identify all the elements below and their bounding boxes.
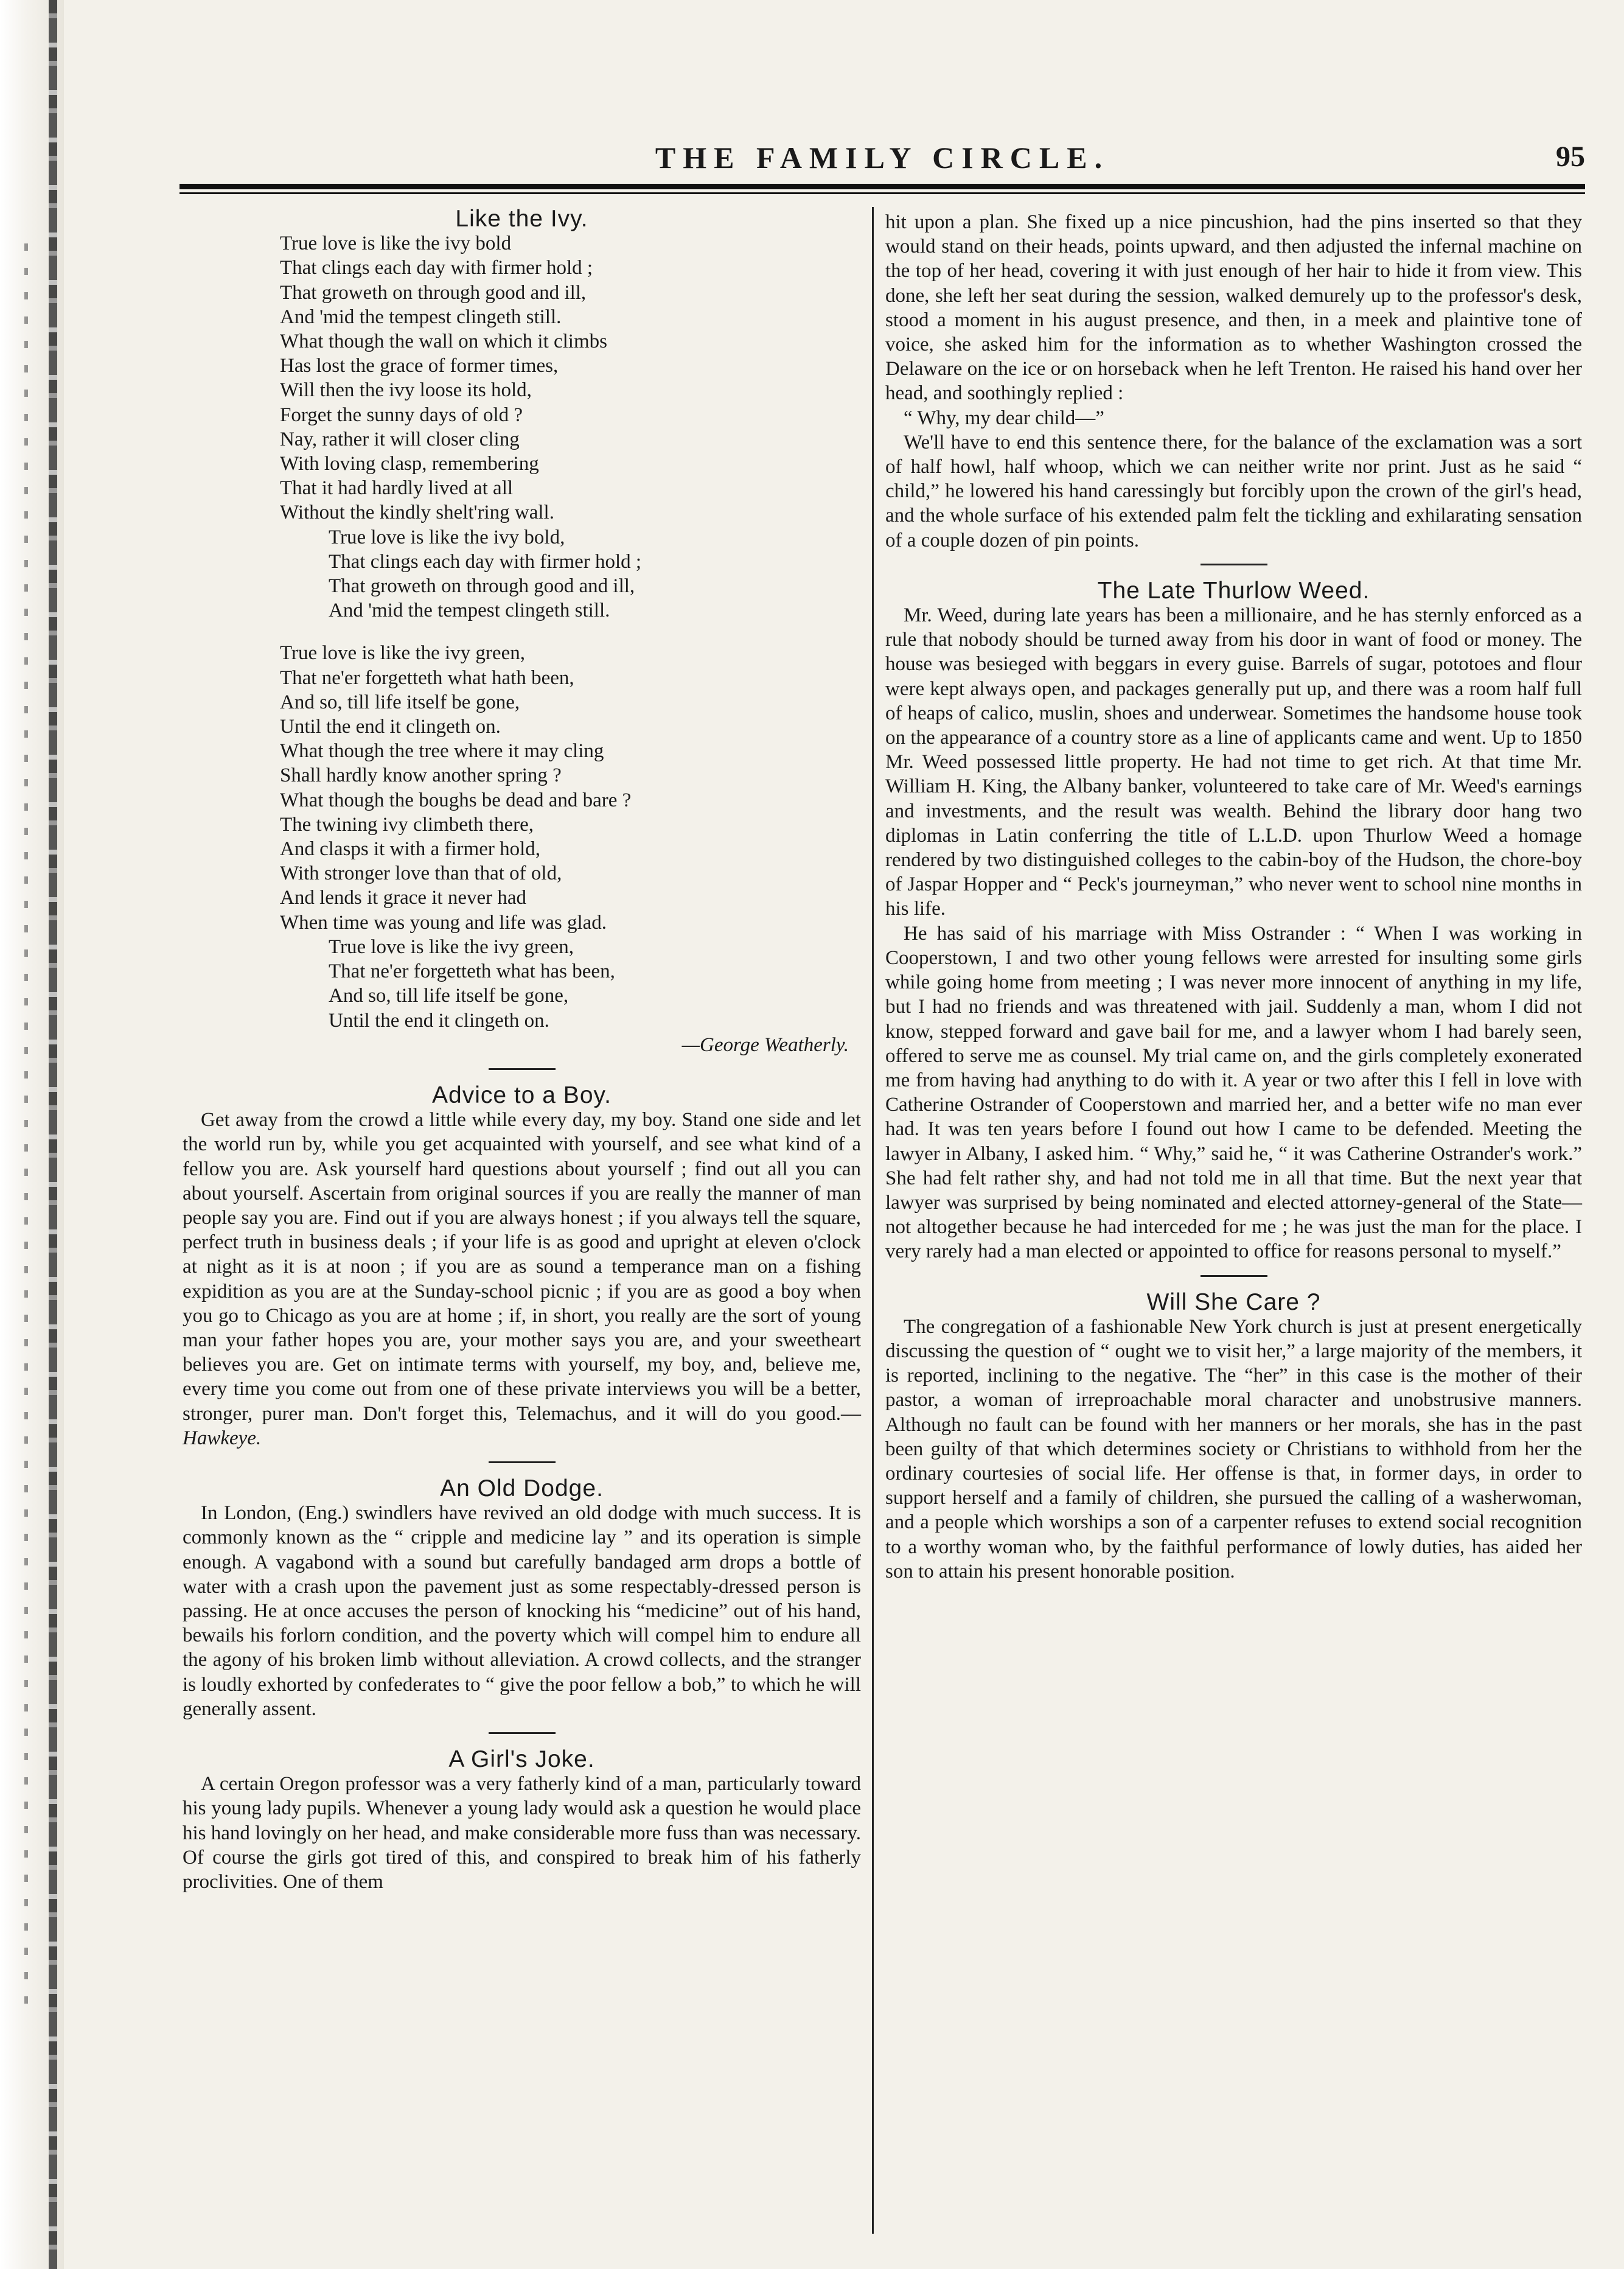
poem-line: That groweth on through good and ill, [280, 281, 587, 304]
poem-refrain-line: And so, till life itself be gone, [329, 985, 569, 1007]
section-separator [1201, 1275, 1267, 1277]
article-title: Like the Ivy. [455, 206, 588, 232]
article-paragraph: hit upon a plan. She fixed up a nice pincushion, had the pins inserted so that they would stand on their heads, points upward, and then adjusted the infernal machine on the top of her head, covering it with just enough of her hair to hide it from view. This done, she left her seat during the session, walked demurely up to the professor's desk, stood a moment in his august presence, and then, in a meek and plaintive tone of voice, she asked him for the information as to whether Washington crossed the Delaware on the ice or on horseback when he left Trenton. He raised his hand over her head, and soothingly replied : [885, 211, 1582, 405]
right-column [885, 210, 1582, 1584]
header-rule-thin [179, 192, 1585, 194]
poem-line: What though the boughs be dead and bare ? [280, 789, 632, 811]
article-paragraph: Mr. Weed, during late years has been a millionaire, and he has sternly enforced as a rule that nobody should be turned away from his door in want of food or money. The house was besieged with beggars in every guise. Barrels of sugar, pototoes and flour were kept always open, and packages generally put up, and there was a room half full of heaps of calico, muslin, shoes and underwear. Sometimes the handsome house took on the appearance of a country store as a line of applicants came and went. Up to 1850 Mr. Weed possessed little property. He had not time to get rich. At that time Mr. William H. King, the Albany banker, volunteered to take care of Mr. Weed's earnings and investments, and the result was wealth. Behind the library door hang two diplomas in Latin conferring the title of L.L.D. upon Thurlow Weed a homage rendered by two distinguished colleges to the cabin-boy of the Hudson, the chore-boy of Jaspar Hopper and “ Peck's journeyman,” who never went to school nine months in his life. [885, 604, 1582, 920]
poem-line: Until the end it clingeth on. [280, 716, 501, 738]
poem-refrain-line: That ne'er forgetteth what has been, [329, 960, 615, 983]
poem-line: True love is like the ivy green, [280, 642, 525, 665]
poem-line: Has lost the grace of former times, [280, 355, 559, 377]
article-paragraph: We'll have to end this sentence there, for the balance of the exclamation was a sort of half howl, half whoop, which we can neither write nor print. Just as he said “ child,” he lowered his hand caressingly but forcibly upon the crown of the girl's head, and the whole surface of his extended palm felt the tickling and exhilarating sensation of a couple dozen of pin points. [885, 431, 1582, 551]
article-title: The Late Thurlow Weed. [1097, 577, 1370, 604]
poem-line: That ne'er forgetteth what hath been, [280, 666, 574, 689]
poem-author: —George Weatherly. [681, 1033, 849, 1056]
paragraph-text: Get away from the crowd a little while every day, my boy. Stand one side and let the world run by, while you get acquainted with yourself, and see what kind of a fellow you are. Ask yourself hard questions about yourself ; find out all you can about yourself. Ascertain from original sources if you are really the manner of man people say you are. Find out if you are always honest ; if you always tell the square, perfect truth in business deals ; if your life is as good and upright at eleven o'clock at night as it is at noon ; if you are as sound a temperance man on a fishing expidition as you are at the Sunday-school picnic ; if you are as good a boy when you go to Chicago as you are at home ; if, in short, you really are the sort of young man your father hopes you are, your mother says you are, and your sweetheart believes you are. Get on intimate terms with yourself, my boy, and, believe me, every time you come out from one of these private interviews you will be a better, stronger, purer man. Don't forget this, Telemachus, and it will do you good.— [183, 1109, 861, 1425]
poem-refrain-line: Until the end it clingeth on. [329, 1009, 549, 1032]
article-title: An Old Dodge. [440, 1475, 604, 1502]
poem-stanza-1 [280, 231, 861, 623]
poem-line: Forget the sunny days of old ? [280, 404, 523, 426]
poem-refrain-line: And 'mid the tempest clingeth still. [329, 600, 610, 622]
running-title: THE FAMILY CIRCLE. [655, 141, 1110, 175]
article-title: Advice to a Boy. [432, 1082, 612, 1108]
page-number: 95 [1556, 141, 1585, 173]
article-title: A Girl's Joke. [448, 1746, 595, 1772]
binding-stitching [49, 0, 57, 2269]
poem-line: Will then the ivy loose its hold, [280, 379, 532, 402]
poem-line: And 'mid the tempest clingeth still. [280, 306, 562, 328]
column-divider [872, 207, 874, 2234]
section-separator [1201, 564, 1267, 565]
poem-refrain-line: That groweth on through good and ill, [329, 575, 635, 598]
poem-line: And lends it grace it never had [280, 887, 527, 909]
poem-refrain-line: True love is like the ivy green, [329, 935, 574, 958]
article-paragraph: The congregation of a fashionable New York church is just at present energetically discussing the question of “ ought we to visit her,” a large majority of the members, it is reported, inclining to the negative. The “her” in this case is the mother of their pastor, a woman of irreproachable moral character and unobstrusive manners. Although no fault can be found with her manners or her morals, she has in the past been guilty of that which determines society or Christians to withhold from her the ordinary courtesies of social life. Her offense is that, in former days, in order to support herself and a family of children, she pursued the calling of a washerwoman, and a people which worships a son of a carpenter refuses to extend social recognition to a worthy woman who, by the faithful performance of lowly duties, has aided her son to attain his present honorable position. [885, 1315, 1582, 1582]
poem-line: That clings each day with firmer hold ; [280, 257, 593, 279]
poem-line: Without the kindly shelt'ring wall. [280, 502, 554, 524]
poem-line: Shall hardly know another spring ? [280, 764, 562, 787]
poem-line: With loving clasp, remembering [280, 453, 539, 475]
poem-line: And clasps it with a firmer hold, [280, 838, 541, 861]
article-like-the-ivy [183, 207, 861, 1057]
article-will-she-care [885, 1290, 1582, 1584]
article-paragraph: In London, (Eng.) swindlers have revived an old dodge with much success. It is commonly known as the “ cripple and medicine lay ” and its operation is simple enough. A vagabond with a sound but carefully bandaged arm drops a bottle of water with a crash upon the pavement just as some respectably-dressed person is passing. He at once accuses the person of knocking his “medicine” out of his hand, bewails his forlorn condition, and the poverty which will compel him to endure all the agony of his broken limb without alleviation. A crowd collects, and the stranger is loudly exhorted by confederates to “ give the poor fellow a bob,” to which he will generally assent. [183, 1502, 861, 1720]
article-a-girls-joke-continued [885, 210, 1582, 553]
poem-refrain-line: That clings each day with firmer hold ; [329, 550, 642, 573]
article-paragraph: A certain Oregon professor was a very fatherly kind of a man, particularly toward his young lady pupils. Whenever a young lady would ask a question he would place his hand lovingly on her head, and make considerable more fuss than was necessary. Of course the girls got tired of this, and conspired to break him of his fatherly proclivities. One of them [183, 1773, 861, 1893]
poem-line: The twining ivy climbeth there, [280, 813, 534, 836]
poem-stanza-2 [280, 641, 861, 1032]
poem-line: And so, till life itself be gone, [280, 691, 520, 713]
article-source: Hawkeye. [183, 1427, 262, 1449]
article-the-late-thurlow-weed [885, 579, 1582, 1264]
stanza-gap [183, 623, 861, 641]
article-title: Will She Care ? [1146, 1288, 1321, 1315]
poem-line: True love is like the ivy bold [280, 232, 512, 255]
page-header [179, 140, 1585, 177]
article-paragraph: He has said of his marriage with Miss Ostrander : “ When I was working in Cooperstown, I and two other young fellows were arrested for insulting some girls while going home from meeting ; I was never more innocent of anything in my life, but I had no friends and was threatened with jail. Suddenly a man, whom I did not know, stepped forward and gave bail for me, and a lawyer whom I had barely seen, offered to serve me as counsel. My trial came on, and the girls completely exonerated me from having had anything to do with it. A year or two after this I fell in love with Catherine Ostrander of Cooperstown and married her, and a better wife no man ever had. It was ten years before I found out how I came to be defended. Meeting the lawyer in Albany, I asked him. “ Why,” said he, “ it was Catherine Ostrander's work.” She had felt rather shy, and had not told me in all that time. But the next year that lawyer was surprised by being nominated and elected attorney-general of the State—not altogether because he had interceded for me ; he was just the man for the place. I very rarely had a man elected or appointed to office for reasons personal to myself.” [885, 922, 1582, 1263]
poem-line: With stronger love than that of old, [280, 862, 562, 885]
poem-line: What though the tree where it may cling [280, 740, 604, 763]
poem-line: Nay, rather it will closer cling [280, 428, 520, 450]
article-paragraph: “ Why, my dear child—” [904, 407, 1104, 429]
left-column [183, 207, 861, 1894]
header-rule-thick [179, 184, 1585, 189]
poem-line: What though the wall on which it climbs [280, 330, 607, 353]
binding-shadow [24, 243, 28, 2009]
poem-line: That it had hardly lived at all [280, 477, 514, 500]
section-separator [489, 1461, 556, 1463]
poem-line: When time was young and life was glad. [280, 911, 607, 934]
page-binding-edge [0, 0, 64, 2269]
article-paragraph [183, 1108, 861, 1450]
section-separator [489, 1068, 556, 1070]
article-a-girls-joke [183, 1747, 861, 1894]
article-advice-to-a-boy [183, 1083, 861, 1450]
section-separator [489, 1732, 556, 1734]
poem-refrain-line: True love is like the ivy bold, [329, 526, 565, 548]
article-an-old-dodge [183, 1477, 861, 1721]
